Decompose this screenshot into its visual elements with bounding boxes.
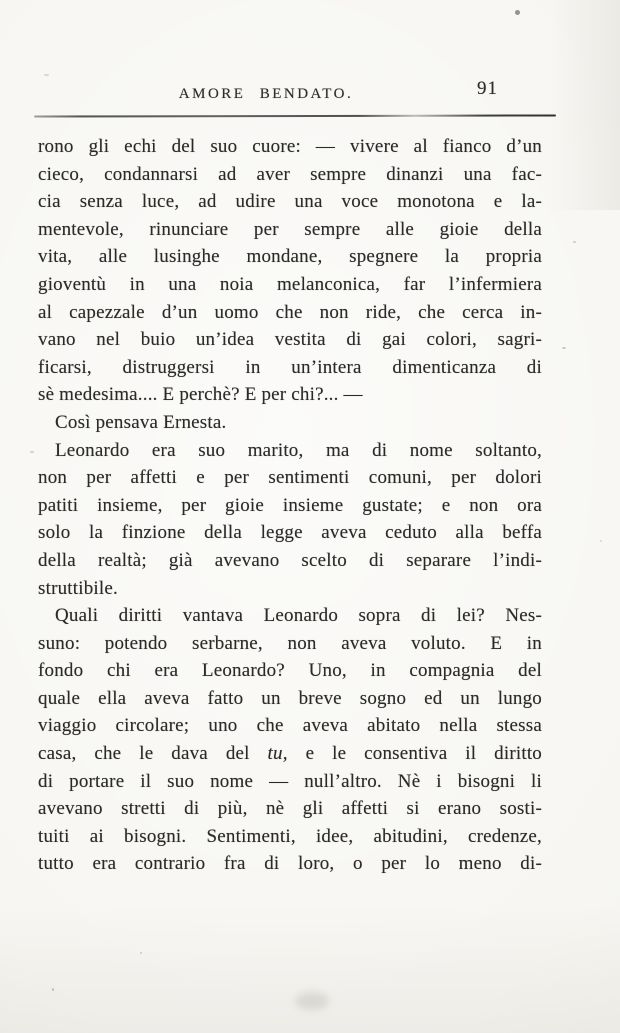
text-block bbox=[38, 133, 542, 878]
scan-shade bbox=[0, 903, 620, 1033]
scan-speck bbox=[140, 952, 142, 954]
text-line: di portare il suo nome — null’altro. Nè i bisogni li bbox=[38, 770, 542, 792]
scan-speck bbox=[52, 988, 54, 991]
text-line: cieco, condannarsi ad aver sempre dinanzi una fac- bbox=[38, 163, 542, 185]
scan-speck bbox=[515, 10, 520, 15]
text-line: struttibile. bbox=[38, 577, 118, 599]
text-line: patiti insieme, per gioie insieme gustate; e non ora bbox=[38, 494, 542, 516]
text-line: avevano stretti di più, nè gli affetti si erano sosti- bbox=[38, 798, 542, 820]
scan-smudge bbox=[295, 992, 329, 1010]
text-line: solo la finzione della legge aveva ceduto alla beffa bbox=[38, 522, 542, 544]
text-line: vano nel buio un’idea vestita di gai colori, sagri- bbox=[38, 329, 542, 351]
text-line: mentevole, rinunciare per sempre alle gioie della bbox=[38, 218, 542, 240]
text-line: tutto era contrario fra di loro, o per lo meno di- bbox=[38, 853, 542, 875]
header-rule bbox=[34, 114, 556, 117]
text-line: non per affetti e per sentimenti comuni, per dolori bbox=[38, 467, 542, 489]
text-line: fondo chi era Leonardo? Uno, in compagnia del bbox=[38, 660, 542, 682]
text-line: al capezzale d’un uomo che non ride, che cerca in- bbox=[38, 301, 542, 323]
text-line: della realtà; già avevano scelto di separare l’indi- bbox=[38, 549, 542, 571]
text-line: Leonardo era suo marito, ma di nome soltanto, bbox=[55, 439, 542, 461]
text-line: quale ella aveva fatto un breve sogno ed un lungo bbox=[38, 687, 542, 709]
scan-speck bbox=[30, 451, 34, 453]
text-line: suno: potendo serbarne, non aveva voluto. E in bbox=[38, 632, 542, 654]
running-title: AMORE BENDATO. bbox=[178, 86, 354, 102]
text-line: ficarsi, distruggersi in un’intera dimenticanza di bbox=[38, 356, 542, 378]
scan-shade bbox=[550, 0, 620, 210]
text-line: vita, alle lusinghe mondane, spegnere la propria bbox=[38, 246, 542, 268]
text-line: rono gli echi del suo cuore: — vivere al fianco d’un bbox=[38, 136, 542, 157]
page-number: 91 bbox=[477, 78, 498, 99]
text-line: sè medesima.... E perchè? E per chi?... — bbox=[38, 384, 363, 406]
text-line: gioventù in una noia melanconica, far l’infermiera bbox=[38, 273, 542, 295]
text-line: viaggio circolare; uno che aveva abitato nella stessa bbox=[38, 715, 542, 737]
scan-speck bbox=[44, 74, 49, 76]
scan-speck bbox=[600, 540, 602, 542]
text-line: Quali diritti vantava Leonardo sopra di lei? Nes- bbox=[55, 605, 542, 627]
scan-speck bbox=[562, 347, 566, 349]
text-line: cia senza luce, ad udire una voce monotona e la- bbox=[38, 191, 542, 213]
text-line: Così pensava Ernesta. bbox=[55, 411, 227, 433]
text-line: tuiti ai bisogni. Sentimenti, idee, abitudini, credenze, bbox=[38, 825, 542, 847]
text-line: casa, che le dava del tu, e le consentiva il diritto bbox=[38, 743, 542, 765]
scan-speck bbox=[573, 241, 576, 243]
